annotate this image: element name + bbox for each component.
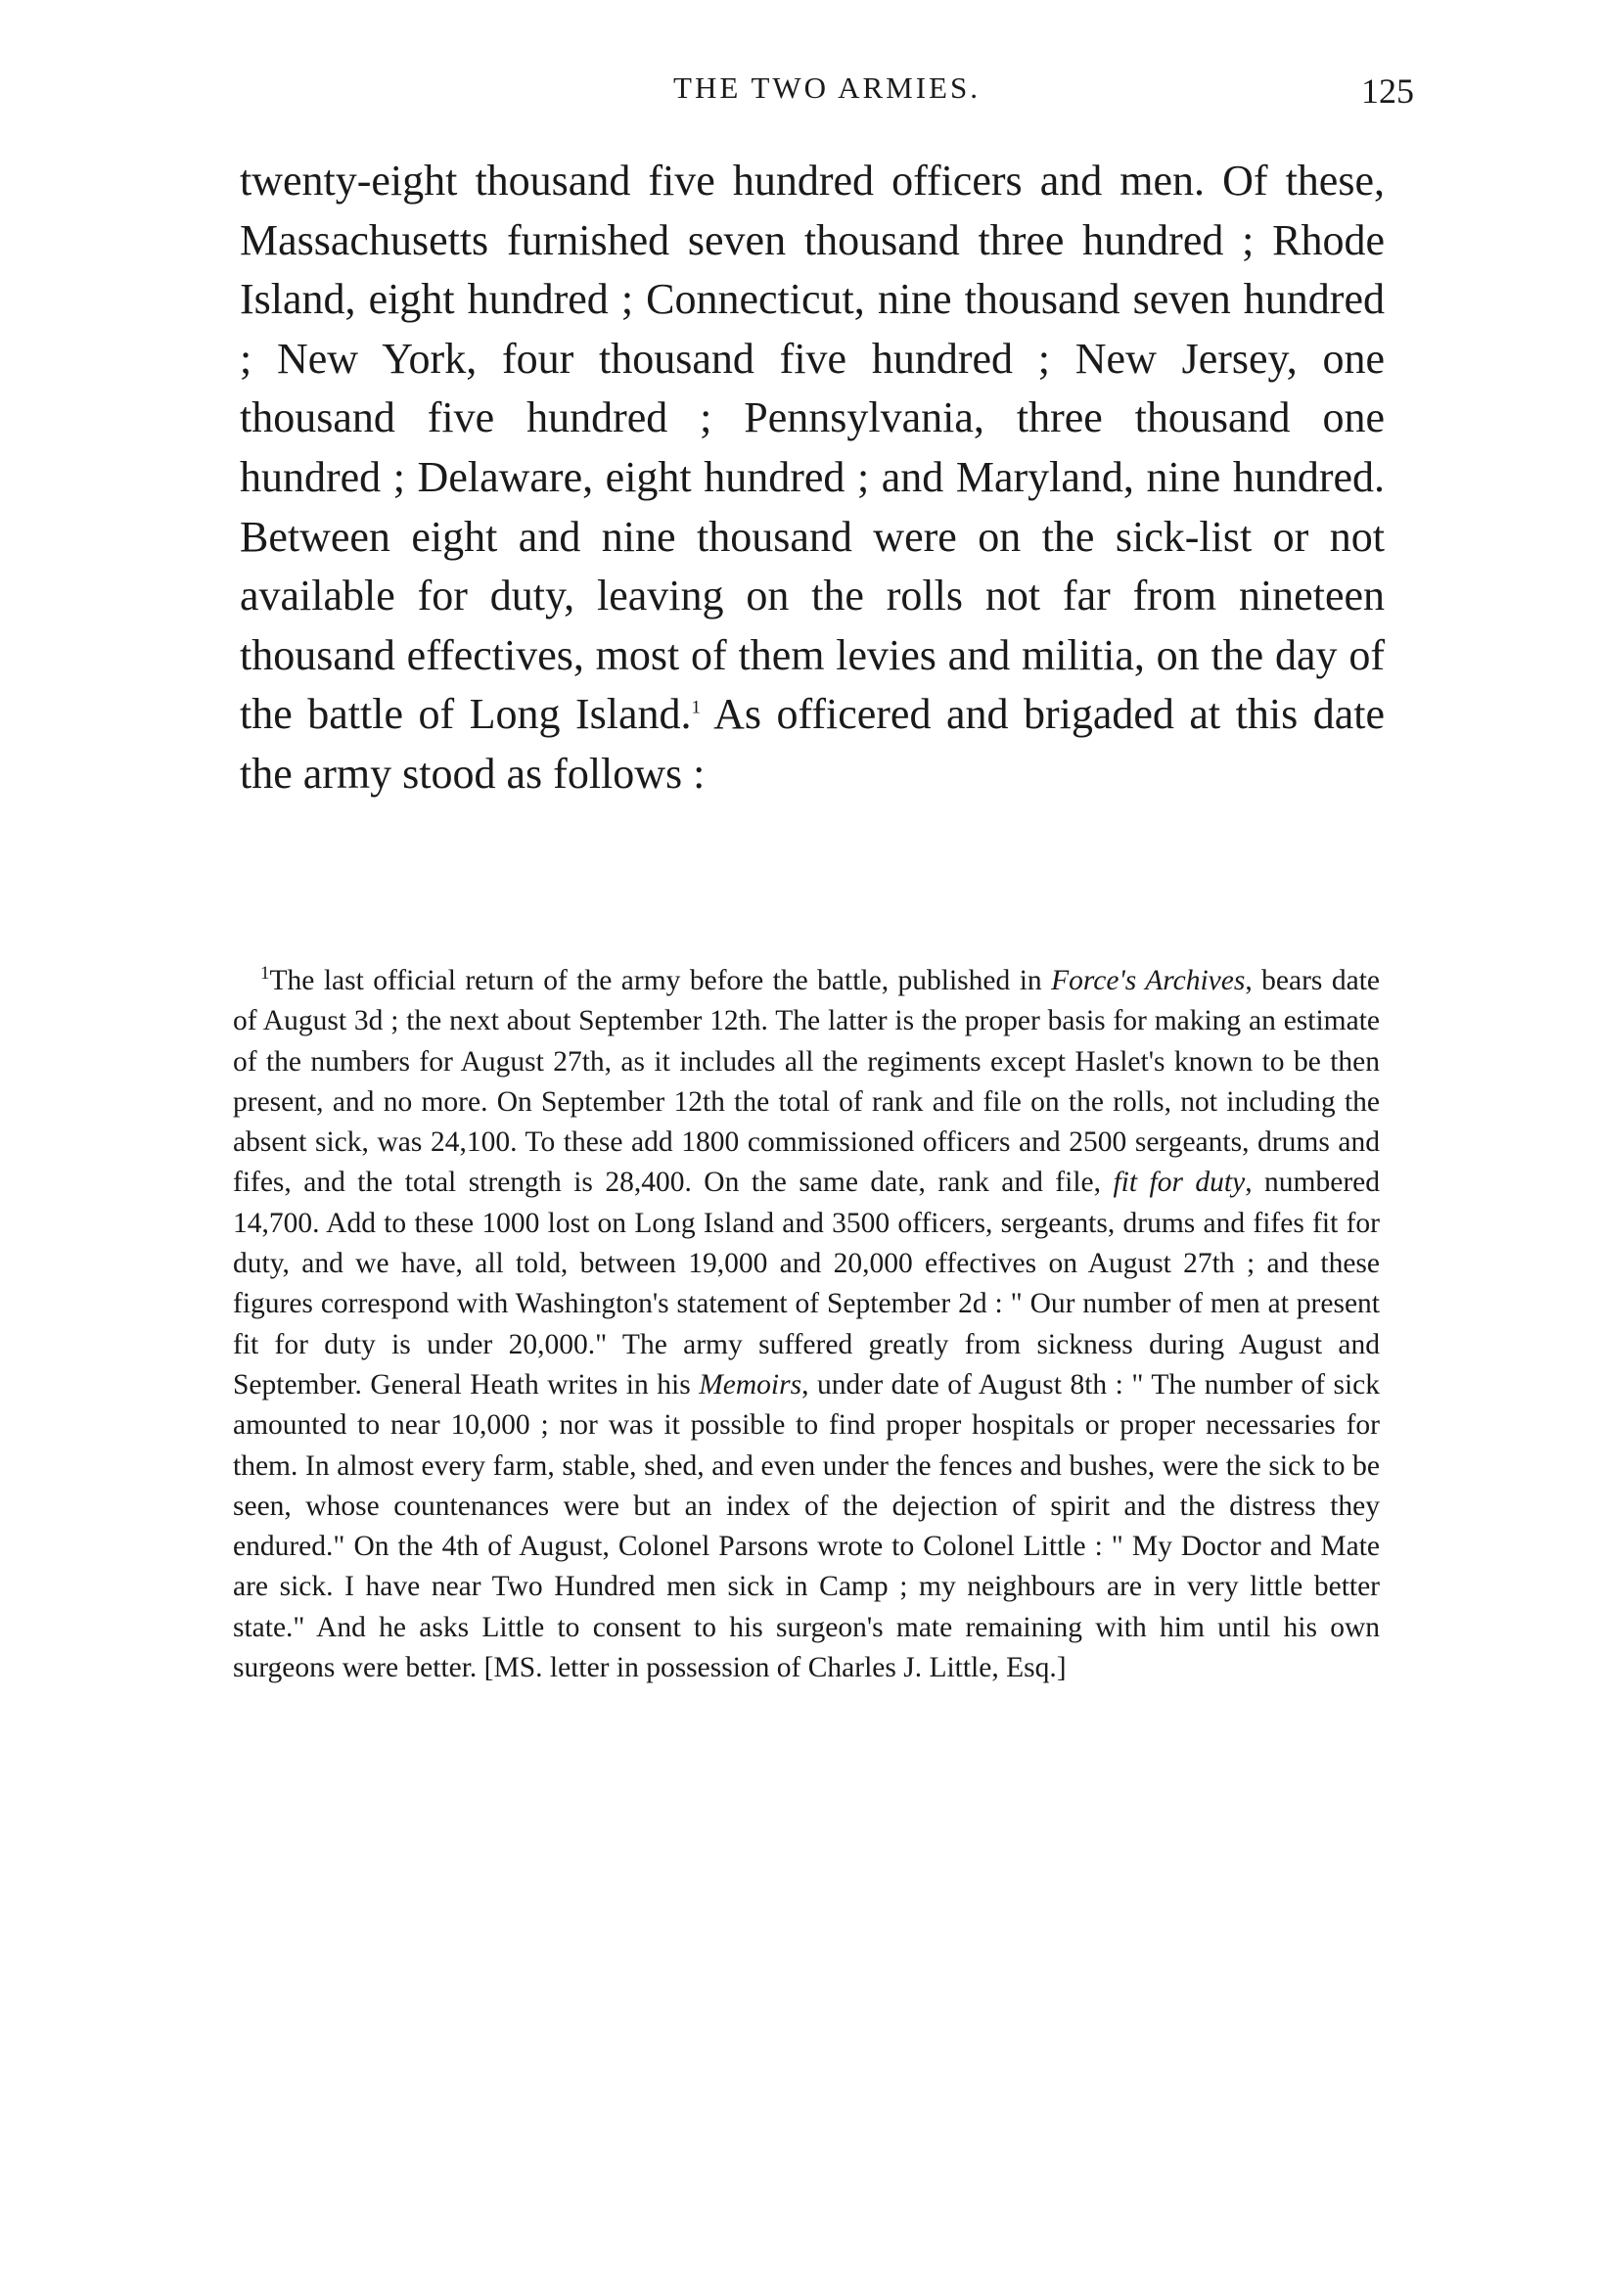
- footnote-segment-2: , bears date of August 3d ; the next about September 12th. The latter is the proper basis for making an estimate of the numbers for August 27th, as it includes all the regiments except Haslet's known to be then present, and no more. On September 12th the total of rank and file on the rolls, not including the absent sick, was 24,100. To these add 1800 commissioned officers and 2500 sergeants, drums and fifes, and the total strength is 28,400. On the same date, rank and file,: [233, 965, 1381, 1199]
- body-text-tail: As officered and brigaded at this date the army stood as follows :: [240, 690, 1386, 798]
- footnote-italic-source-2: Memoirs: [699, 1368, 802, 1401]
- footnote-segment-3: , numbered 14,700. Add to these 1000 lost on Long Island and 3500 officers, sergeants, drums and fifes fit for duty, and we have, all told, between 19,000 and 20,000 effectives on August 27th ; and these figures correspond with Washington's statement of September 2d : " Our number of men at present fit for duty is under 20,000." The army suffered greatly from sickness during August and September. General Heath writes in his: [233, 1167, 1380, 1401]
- footnote-mark: 1: [260, 963, 270, 985]
- footnote-segment-4: , under date of August 8th : " The number of sick amounted to near 10,000 ; nor was it possible to find proper hospitals or proper necessaries for them. In almost every farm, stable, shed, and even under the fences and bushes, were the sick to be seen, whose countenances were but an index of the dejection of spirit and the distress they endured." On the 4th of August, Colonel Parsons wrote to Colonel Little : " My Doctor and Mate are sick. I have near Two Hundred men sick in Camp ; my neighbours are in very little better state." And he asks Little to consent to his surgeon's mate remaining with him until his own surgeons were better. [MS. letter in possession of Charles J. Little, Esq.]: [233, 1368, 1380, 1684]
- footnote: [233, 961, 1380, 1688]
- body-paragraph: [240, 152, 1385, 804]
- page-number: 125: [1361, 71, 1414, 111]
- footnote-italic-source-1: Force's Archives: [1051, 965, 1246, 996]
- footnote-italic-phrase: fit for duty: [1113, 1167, 1246, 1199]
- footnote-reference-mark: 1: [691, 697, 702, 718]
- page-header: [240, 70, 1414, 119]
- body-text-main: twenty-eight thousand five hundred officers and men. Of these, Massachusetts furnished seven thousand three hundred ; Rhode Island, eight hundred ; Connecticut, nine thousand seven hundred ; New York, four thousand five hundred ; New Jersey, one thousand five hundred ; Pennsylvania, three thousand one hundred ; Delaware, eight hundred ; and Maryland, nine hundred. Between eight and nine thousand were on the sick-list or not available for duty, leaving on the rolls not far from nineteen thousand effectives, most of them levies and militia, on the day of the battle of Long Island.: [240, 157, 1385, 739]
- running-head: THE TWO ARMIES.: [673, 70, 981, 105]
- footnote-segment-1: The last official return of the army before the battle, published in: [269, 965, 1052, 996]
